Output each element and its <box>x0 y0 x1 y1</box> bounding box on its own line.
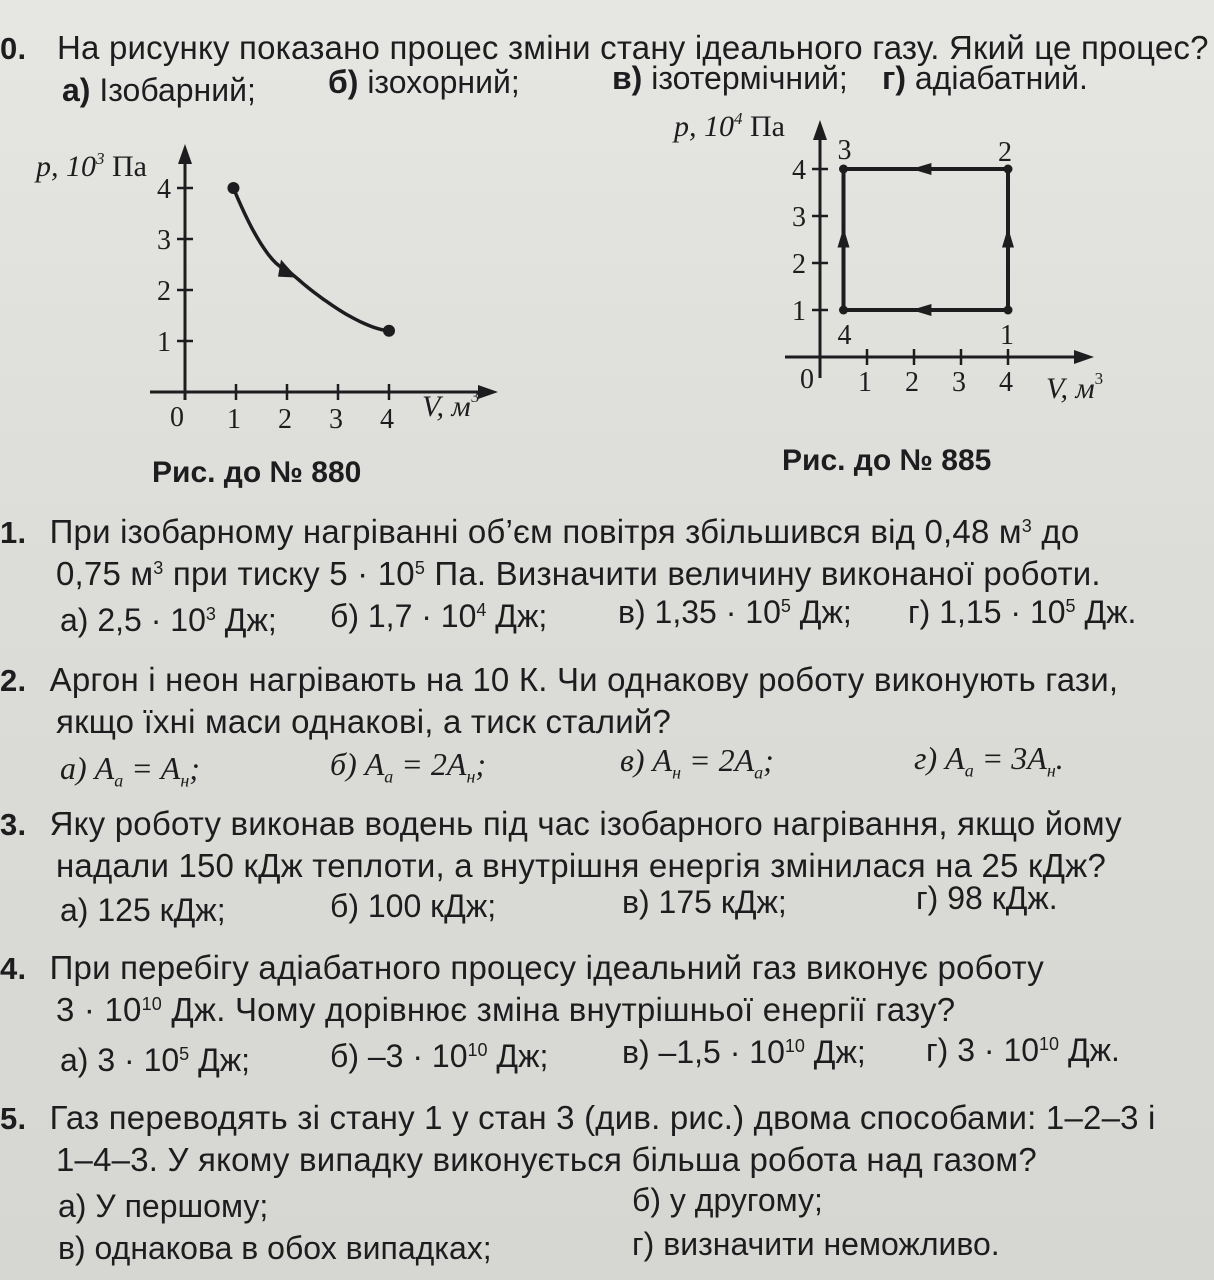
x-tick-label: 4 <box>380 404 394 435</box>
cycle-path <box>844 169 1009 310</box>
q882-option-a: а) $A_а = A_н$; <box>60 750 200 791</box>
q885-option-b: б) у другому; <box>632 1182 823 1218</box>
arrow-2-3 <box>911 163 931 175</box>
question-882: 2. Аргон і неон нагрівають на 10 К. Чи однакову роботу виконують гази, <box>0 661 1119 698</box>
y-tick-label: 3 <box>157 225 171 256</box>
q885-option-a: а) У першому; <box>58 1188 269 1224</box>
question-884-line2: $3 \cdot 10^{10}$ Дж. Чому дорівнює зміна внутрішньої енергії газу? <box>56 991 956 1028</box>
y-tick-label: 2 <box>157 276 171 307</box>
x-axis-label: V, $м^3$ <box>1046 369 1104 405</box>
figure-885-caption: Рис. до № 885 <box>782 444 992 477</box>
origin-label: 0 <box>170 402 184 433</box>
question-882-line2: якщо їхні маси однакові, а тиск сталий? <box>56 703 672 740</box>
option-b: б) ізохорний; <box>328 64 520 100</box>
question-881: 1. При ізобарному нагріванні об’єм повітря збільшився від 0,48 $м^3$ до <box>0 513 1080 550</box>
question-885-line2: 1–4–3. У якому випадку виконується більша робота над газом? <box>56 1141 1037 1178</box>
x-axis-arrow <box>478 385 498 399</box>
y-tick-label: 2 <box>792 249 806 280</box>
y-tick-label: 3 <box>792 202 806 233</box>
question-number: 0. <box>0 31 27 66</box>
y-axis-label: p, $10^4$ Па <box>674 110 785 143</box>
x-tick-label: 2 <box>905 367 919 398</box>
question-885: 5. Газ переводять зі стану 1 у стан 3 (див. рис.) двома способами: 1–2–3 і <box>0 1099 1156 1136</box>
process-curve <box>233 188 389 331</box>
y-axis-label: p, $10^3$ Па <box>36 149 147 183</box>
question-881-line2: 0,75 $м^3$ при тиску $5 \cdot 10^5$ Па. Визначити величину виконаної роботи. <box>56 555 1101 592</box>
arrow-4-3 <box>838 228 850 248</box>
arrow-1-2 <box>1002 228 1014 248</box>
direction-arrow <box>278 260 297 278</box>
q881-option-d: г) $1,15 \cdot 10^5$ Дж. <box>908 594 1137 630</box>
question-884: 4. При перебігу адіабатного процесу ідеальний газ виконує роботу <box>0 949 1044 986</box>
q882-option-c: в) $A_н = 2A_а$; <box>620 742 774 783</box>
origin-label: 0 <box>800 364 814 395</box>
q881-option-b: б) $1,7 \cdot 10^4$ Дж; <box>330 598 548 634</box>
option-d: г) адіабатний. <box>882 60 1088 96</box>
x-tick-label: 3 <box>329 404 343 435</box>
q883-option-c: в) 175 кДж; <box>622 884 787 920</box>
y-tick-label: 4 <box>792 155 806 186</box>
start-point <box>227 182 239 194</box>
q883-option-d: г) 98 кДж. <box>916 880 1058 916</box>
state-label: 1 <box>1000 320 1014 351</box>
x-tick-label: 1 <box>858 367 872 398</box>
x-axis-label: V, $м^3$ <box>422 387 480 423</box>
q881-option-a: а) $2,5 \cdot 10^3$ Дж; <box>60 602 277 638</box>
state-label: 2 <box>998 137 1012 168</box>
q884-option-b: б) $-3 \cdot 10^{10}$ Дж; <box>330 1038 549 1074</box>
x-tick-label: 3 <box>952 367 966 398</box>
q882-option-b: б) $A_а = 2A_н$; <box>330 746 487 787</box>
q883-option-a: а) 125 кДж; <box>60 892 226 928</box>
q884-option-d: г) $3 \cdot 10^{10}$ Дж. <box>926 1032 1120 1068</box>
y-axis-arrow <box>813 120 827 140</box>
question-883-line2: надали 150 кДж теплоти, а внутрішня енергія змінилася на 25 кДж? <box>56 847 1106 884</box>
q883-option-b: б) 100 кДж; <box>330 888 497 924</box>
figure-885-chart <box>660 110 1120 420</box>
state-label: 4 <box>837 320 852 351</box>
y-tick-label: 4 <box>157 174 171 205</box>
q885-option-c: в) однакова в обох випадках; <box>58 1230 492 1266</box>
question-883: 3. Яку роботу виконав водень під час ізобарного нагрівання, якщо йому <box>0 805 1122 842</box>
q885-option-d: г) визначити неможливо. <box>632 1226 1000 1262</box>
state-point <box>1004 306 1013 315</box>
question-text: На рисунку показано процес зміни стану ідеального газу. Який це процес? <box>57 29 1209 66</box>
x-tick-label: 1 <box>227 404 241 435</box>
x-axis-arrow <box>1074 350 1094 364</box>
figure-880-caption: Рис. до № 880 <box>152 456 362 489</box>
figure-880-chart <box>30 130 510 440</box>
q881-option-c: в) $1,35 \cdot 10^5$ Дж; <box>618 594 852 630</box>
q882-option-d: г) $A_а = 3A_н$. <box>914 740 1064 781</box>
y-tick-label: 1 <box>792 296 806 327</box>
q884-option-c: в) $-1,5 \cdot 10^{10}$ Дж; <box>622 1034 866 1070</box>
option-c: в) ізотермічний; <box>612 60 848 96</box>
y-tick-label: 1 <box>157 327 171 358</box>
q884-option-a: а) $3 \cdot 10^5$ Дж; <box>60 1042 251 1078</box>
option-a: а) Ізобарний; <box>62 72 256 108</box>
state-point <box>839 306 848 315</box>
arrow-1-4 <box>911 304 931 316</box>
x-tick-label: 2 <box>278 404 292 435</box>
x-tick-label: 4 <box>999 367 1013 398</box>
y-axis-arrow <box>178 144 192 164</box>
end-point <box>383 325 395 337</box>
state-label: 3 <box>837 135 852 166</box>
